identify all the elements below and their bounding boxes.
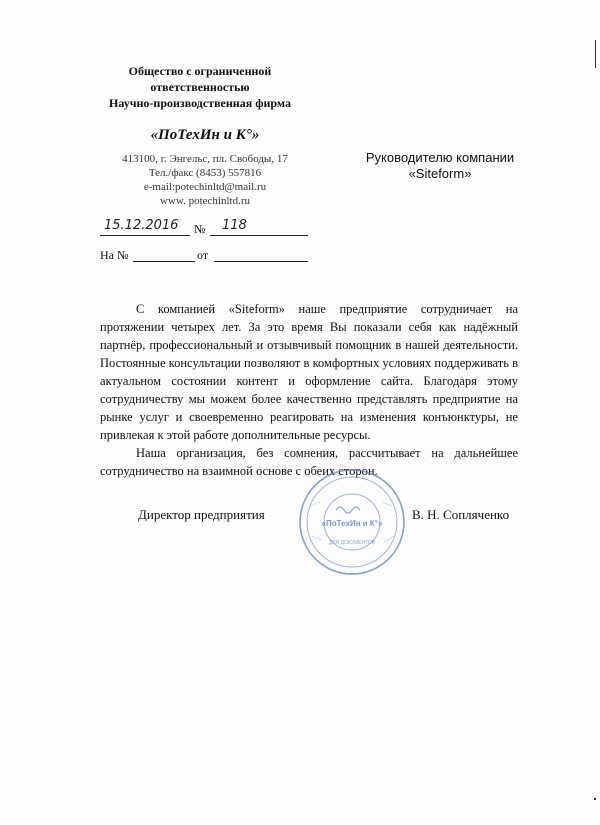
company-address: 413100, г. Энгельс, пл. Свободы, 17 (122, 153, 288, 165)
org-type-line3: Научно-производственная фирма (109, 96, 291, 110)
scan-dot (594, 798, 596, 800)
body-paragraph-2: Наша организация, без сомнения, рассчитывает на дальнейшее сотрудничество на взаимной основе с обеих сторон. (100, 446, 518, 478)
body-paragraph-1: С компанией «Siteform» наше предприятие сотрудничает на протяжении четырех лет. За это время Вы показали себя как надёжный партнёр, профессиональный и отзывчивый помощник в нашей деятельности. Постоянные консультации позволяют в комфортных условиях поддерживать в актуальном состоянии контент и оформление сайта. Благодаря этому сотрудничеству мы можем более качественно представлять предприятие на рынке услуг и своевременно реагировать на изменения конъюнктуры, не привлекая к этой работе дополнительные ресурсы. (100, 302, 518, 442)
stamp-center-text: «ПоТехИн и К°» (321, 519, 383, 528)
scan-edge-mark (595, 40, 596, 68)
na-number-underline (133, 261, 195, 262)
stamp-lower-text: ДЛЯ ДОКУМЕНТОВ (328, 540, 376, 546)
recipient-line1: Руководителю компании (365, 150, 515, 165)
number-underline (210, 235, 308, 236)
number-label: № (194, 222, 206, 236)
org-type-line1: Общество с ограниченной (128, 64, 272, 78)
handwritten-date: 15.12.2016 (104, 218, 179, 233)
org-type-line2: ответственностью (150, 80, 250, 94)
company-website: www. potechinltd.ru (159, 195, 251, 207)
signer-title: Директор предприятия (138, 507, 265, 522)
company-phone: Тел./факс (8453) 557816 (148, 167, 262, 179)
na-number-label: На № (100, 248, 129, 262)
company-stamp (296, 466, 408, 578)
recipient-line2: «Siteform» (408, 166, 472, 181)
letter-body (100, 300, 518, 480)
company-email: e-mail:potechinltd@mail.ru (143, 181, 267, 193)
signer-name: В. Н. Сопляченко (412, 507, 510, 522)
handwritten-number: 118 (222, 218, 247, 233)
ot-label: от (197, 248, 209, 262)
date-underline (100, 235, 190, 236)
company-name: «ПоТехИн и К°» (150, 127, 260, 143)
ot-underline (214, 261, 308, 262)
